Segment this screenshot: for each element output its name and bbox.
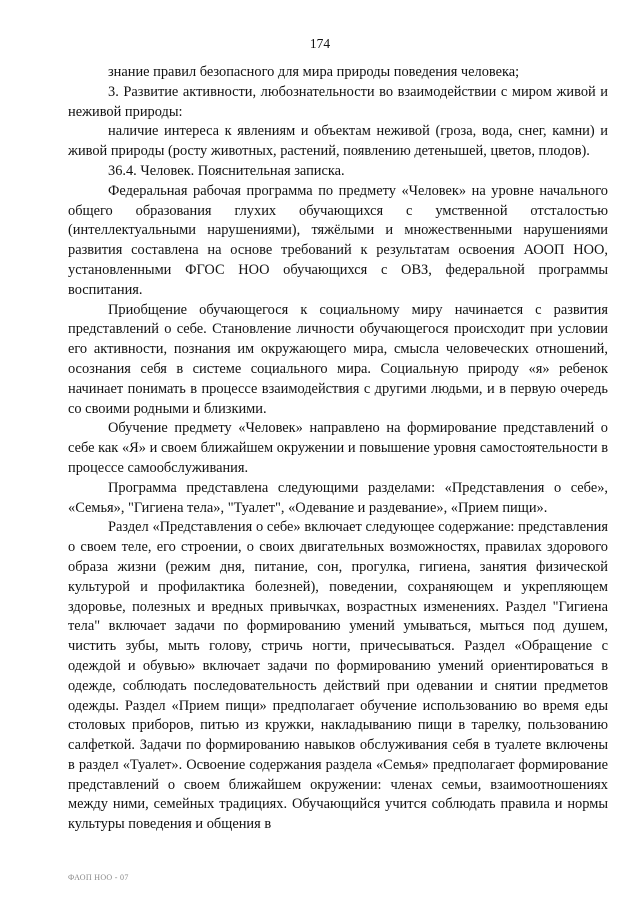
paragraph-7: Обучение предмету «Человек» направлено на формирование представлений о себе как «Я» и своем ближайшем окружении и повышение уровня самостоятельности в процессе самообслуживания. (68, 420, 608, 476)
paragraph-1: знание правил безопасного для мира природы поведения человека; (108, 64, 520, 80)
paragraph-6: Приобщение обучающегося к социальному миру начинается с развития представлений о себе. Становление личности обучающегося происходит при условии его активности, познания им окружающего мира, смысла человеческих отношений, осознания себя в системе социального мира. Социальную природу «я» ребенок начинает понимать в процессе взаимодействия с другими людьми, и в первую очередь со своими родными и близкими. (68, 301, 608, 417)
footer-code: ФАОП НОО - 07 (68, 873, 129, 882)
section-heading: 36.4. Человек. Пояснительная записка. (108, 162, 345, 179)
paragraph-3: наличие интереса к явлениям и объектам неживой (гроза, вода, снег, камни) и живой природы (росту животных, растений, появлению детенышей, цветов, плодов). (68, 123, 608, 160)
paragraph-5: Федеральная рабочая программа по предмету «Человек» на уровне начального общего образования глухих обучающихся с умственной отсталостью (интеллектуальными нарушениями), тяжёлыми и множественными нарушениями развития составлена на основе требований к результатам освоения АООП НОО, установленными ФГОС НОО обучающихся с ОВЗ, федеральной программы воспитания. (68, 182, 608, 298)
paragraph-8: Программа представлена следующими разделами: «Представления о себе», «Семья», "Гигиена тела», "Туалет", «Одевание и раздевание», «Прием пищи». (68, 479, 608, 516)
paragraph-2: 3. Развитие активности, любознательности во взаимодействии с миром живой и неживой природы: (68, 83, 608, 120)
page-number: 174 (309, 36, 331, 51)
paragraph-9: Раздел «Представления о себе» включает следующее содержание: представления о своем теле, его строении, о своих двигательных возможностях, правилах здорового образа жизни (режим дня, питание, сон, прогулка, гигиена, занятия физической культурой и профилактика болезней), поведении, сохраняющем и укрепляющем здоровье, полезных и вредных привычках, возрастных изменениях. Раздел "Гигиена тела" включает задачи по формированию умений умываться, мыться под душем, чистить зубы, мыть голову, стричь ногти, причесываться. Раздел «Обращение с одеждой и обувью» включает задачи по формированию умений ориентироваться в одежде, соблюдать последовательность действий при одевании и снятии предметов одежды. Раздел «Прием пищи» предполагает обучение использованию во время еды столовых приборов, питью из кружки, накладыванию пищи в тарелку, пользованию салфеткой. Задачи по формированию навыков обслуживания себя в туалете включены в раздел «Туалет». Освоение содержания раздела «Семья» предполагает формирование представлений о своем ближайшем окружении: членах семьи, взаимоотношениях между ними, семейных традициях. Обучающийся учится соблюдать правила и нормы культуры поведения и общения в (68, 519, 608, 833)
document-body (68, 63, 608, 835)
